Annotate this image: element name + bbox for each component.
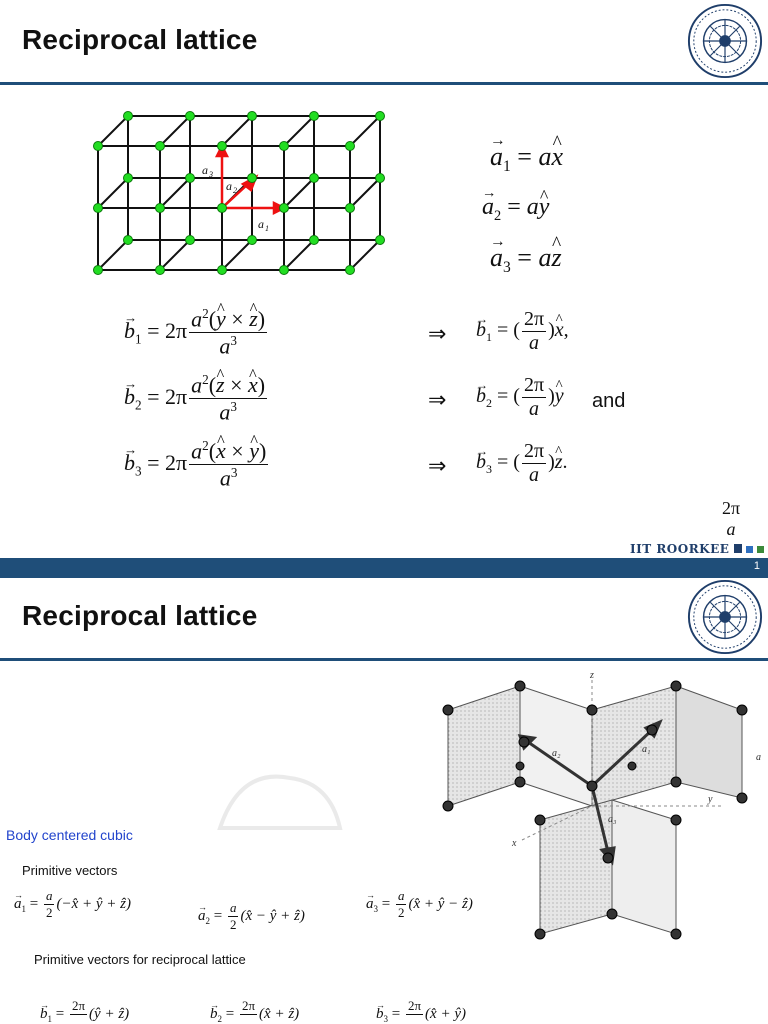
label-a1-sub: 1 [265,224,269,233]
footer-bar [0,558,768,578]
primitive-vector-a1: → $a_1$ = $\frac{a}{2}$ (−x̂ + ŷ + ẑ) [14,888,131,921]
brand-square-icon [734,544,742,553]
watermark-lion-icon [210,758,350,838]
iit-roorkee-seal-icon [686,2,764,80]
vec-a1-label: a₁ [642,744,651,755]
reciprocal-vector-b1: → $b_1$ = 2π (ŷ + ẑ) [40,998,129,1024]
implies-arrow-icon: ⇒ [428,454,447,479]
iit-roorkee-seal-icon [686,578,764,656]
brand-square-icon [746,546,753,553]
eq-b2-result: → $b_2$ = ( $\frac{2\pi}{a}$ )^ y [476,374,564,421]
eq-b3-result: → $b_3$ = ( $\frac{2\pi}{a}$ )^ z. [476,440,568,487]
reciprocal-vector-b3: → $b_3$ = 2π (x̂ + ŷ) [376,998,466,1024]
label-a1: a [258,217,264,231]
conjunction-text: and [592,390,626,412]
eq-a2: → $a_2$ = a^ y [482,194,549,225]
title-divider [0,82,768,85]
eq-b3-definition: → $b_3 = 2\pi$ $\frac{a^2(\^{} x \times \^{} y)}{a^3}$ [124,438,270,492]
title-divider [0,658,768,661]
primitive-vector-a2: → $a_2$ = $\frac{a}{2}$ (x̂ − ŷ + ẑ) [198,900,305,933]
label-a2: a [226,179,232,193]
edge-a-label: a [756,752,761,763]
label-a2-sub: 2 [233,186,237,195]
vec-a3-label: a₃ [608,814,617,825]
eq-b1-result: → $b_1$ = ( $\frac{2\pi}{a}$ )^ x, [476,308,569,355]
corner-fraction: 2π a [722,498,741,539]
section-heading: Body centered cubic [6,827,133,843]
primitive-heading: Primitive vectors [22,863,118,878]
implies-arrow-icon: ⇒ [428,322,447,347]
implies-arrow-icon: ⇒ [428,388,447,413]
eq-a3: → $a_3$ = a^ z [490,243,562,277]
label-a3-sub: 3 [209,170,213,179]
iit-roorkee-wordmark: IIT ROORKEE [630,542,730,556]
eq-b2-definition: → $b_2 = 2\pi$ $\frac{a^2(\^{} z \times \^{} x)}{a^3}$ [124,372,269,426]
slide-title: Reciprocal lattice [22,600,258,631]
reciprocal-vector-b2: → $b_2$ = 2π (x̂ + ẑ) [210,998,299,1024]
brand-square-icon [757,546,764,553]
simple-cubic-lattice-figure [88,104,398,280]
axis-x-label: x [512,838,517,849]
slide-title: Reciprocal lattice [22,24,258,55]
slide-2 [0,578,768,1024]
eq-b1-definition: → $b_1 = 2\pi$ $\frac{a^2(\^{} y \times \^{} z)}{a^3}$ [124,306,269,360]
vec-a2-label: a₂ [552,748,561,759]
page-number: 1 [753,560,760,572]
axis-z-label: z [590,670,594,681]
label-a3: a [202,163,208,177]
reciprocal-heading: Primitive vectors for reciprocal lattice [34,952,246,967]
axis-y-label: y [708,794,713,805]
eq-a1: → $a_1$ = a^ x [490,142,563,176]
primitive-vector-a3: → $a_3$ = $\frac{a}{2}$ (x̂ + ŷ − ẑ) [366,888,473,921]
bcc-lattice-figure [432,670,768,950]
